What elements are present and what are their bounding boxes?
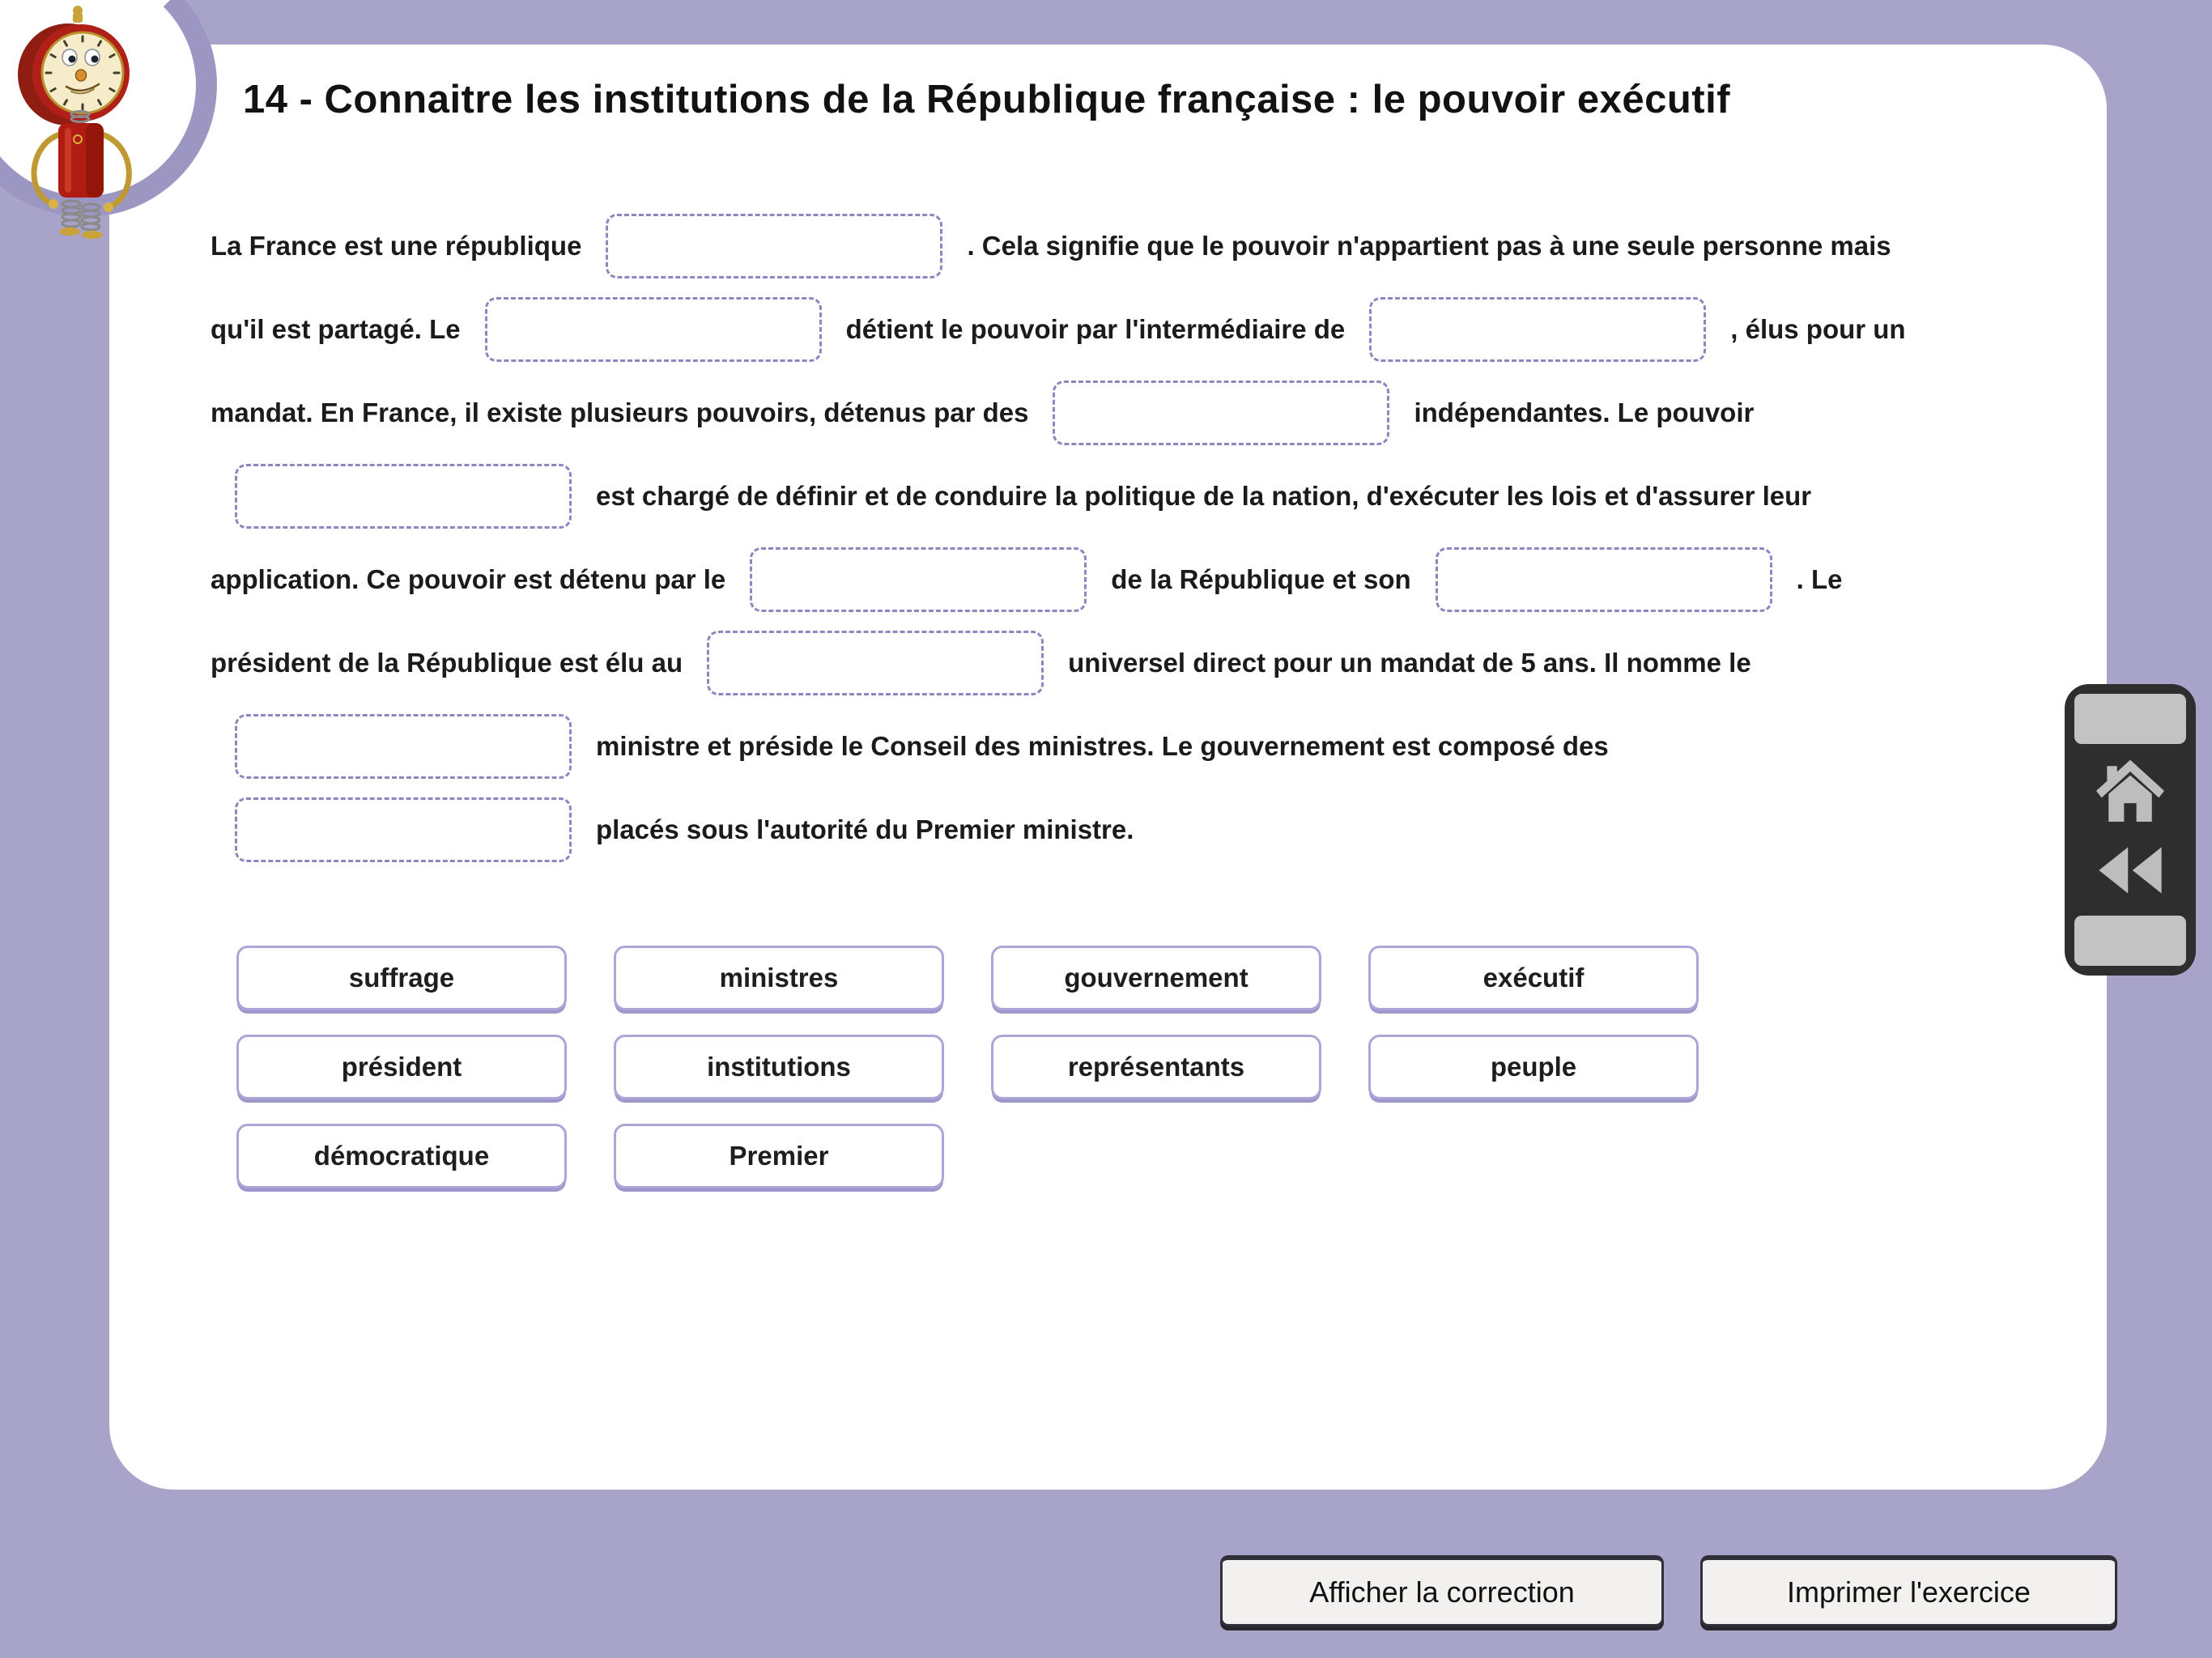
text-line <box>211 788 2040 871</box>
text-segment: indépendantes. Le pouvoir <box>1414 397 1755 427</box>
text-segment: . Le <box>1796 563 1843 594</box>
blank-slot[interactable] <box>235 797 572 862</box>
text-segment: est chargé de définir et de conduire la politique de la nation, d'exécuter les lois et d'assurer leur <box>596 480 1812 511</box>
exercise-text <box>211 204 2040 871</box>
text-segment: universel direct pour un mandat de 5 ans. Il nomme le <box>1068 647 1751 678</box>
text-segment: La France est une république <box>211 230 582 261</box>
toolbar-handle-bottom <box>2074 916 2186 966</box>
text-line <box>211 621 2040 704</box>
print-exercise-button[interactable]: Imprimer l'exercice <box>1700 1555 2117 1626</box>
text-segment: de la République et son <box>1111 563 1411 594</box>
toolbar-handle-top <box>2074 694 2186 744</box>
word-bank <box>236 946 1699 1188</box>
exercise-title: 14 - Connaitre les institutions de la République française : le pouvoir exécutif <box>243 78 1731 121</box>
text-segment: détient le pouvoir par l'intermédiaire de <box>845 313 1346 344</box>
blank-slot[interactable] <box>606 214 942 278</box>
word-chip[interactable]: Premier <box>614 1124 944 1188</box>
blank-slot[interactable] <box>235 714 572 779</box>
blank-slot[interactable] <box>235 464 572 529</box>
text-segment: , élus pour un <box>1730 313 1906 344</box>
text-line <box>211 538 2040 621</box>
text-line <box>211 704 2040 788</box>
word-chip[interactable]: gouvernement <box>991 946 1321 1010</box>
text-segment: ministre et préside le Conseil des ministres. Le gouvernement est composé des <box>596 730 1609 761</box>
text-segment: président de la République est élu au <box>211 647 683 678</box>
text-segment: mandat. En France, il existe plusieurs pouvoirs, détenus par des <box>211 397 1029 427</box>
text-segment: . Cela signifie que le pouvoir n'appartient pas à une seule personne mais <box>967 230 1891 261</box>
text-line <box>211 204 2040 287</box>
word-chip[interactable]: représentants <box>991 1035 1321 1099</box>
text-line <box>211 287 2040 371</box>
word-chip[interactable]: peuple <box>1368 1035 1699 1099</box>
home-button[interactable] <box>2065 747 2196 828</box>
blank-slot[interactable] <box>707 631 1044 695</box>
word-chip[interactable]: ministres <box>614 946 944 1010</box>
text-line <box>211 371 2040 454</box>
text-segment: application. Ce pouvoir est détenu par le <box>211 563 726 594</box>
blank-slot[interactable] <box>1053 380 1389 445</box>
blank-slot[interactable] <box>1369 297 1706 362</box>
show-correction-button[interactable]: Afficher la correction <box>1220 1555 1664 1626</box>
rewind-button[interactable] <box>2065 830 2196 911</box>
text-segment: qu'il est partagé. Le <box>211 313 461 344</box>
text-line <box>211 454 2040 538</box>
word-chip[interactable]: suffrage <box>236 946 567 1010</box>
home-icon <box>2091 754 2169 822</box>
text-segment: placés sous l'autorité du Premier ministre. <box>596 814 1134 844</box>
word-chip[interactable]: démocratique <box>236 1124 567 1188</box>
side-toolbar <box>2065 684 2196 976</box>
blank-slot[interactable] <box>485 297 822 362</box>
word-chip[interactable]: exécutif <box>1368 946 1699 1010</box>
blank-slot[interactable] <box>750 547 1087 612</box>
word-chip[interactable]: institutions <box>614 1035 944 1099</box>
word-chip[interactable]: président <box>236 1035 567 1099</box>
mascot-logo <box>0 0 243 243</box>
blank-slot[interactable] <box>1436 547 1772 612</box>
rewind-icon <box>2093 841 2167 899</box>
